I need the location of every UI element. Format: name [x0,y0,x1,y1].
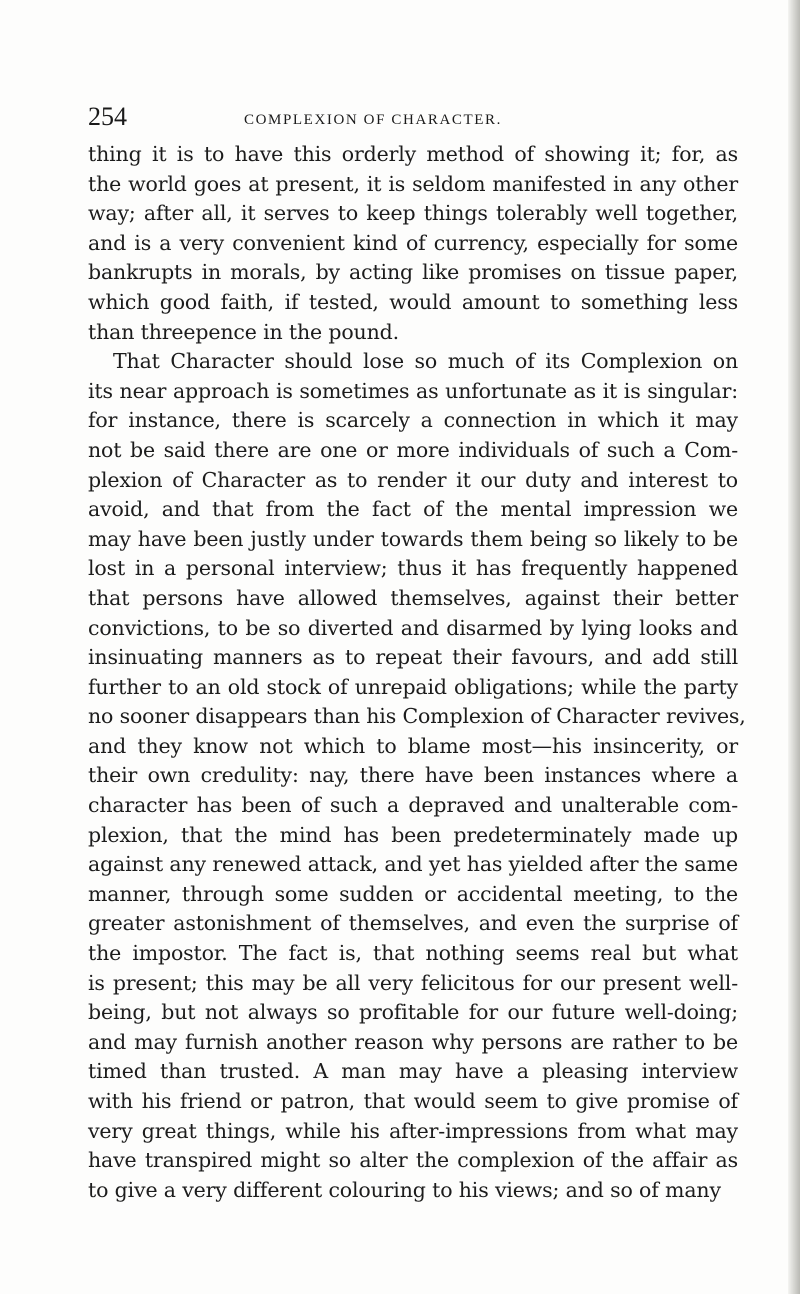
page-edge-shadow [788,0,800,1294]
text-line: which good faith, if tested, would amount to something less [88,289,738,314]
text-line: greater astonishment of themselves, and even the surprise of [88,911,738,936]
text-line: is present; this may be all very felicitous for our present well- [88,970,738,995]
text-line: avoid, and that from the fact of the mental impression we [88,497,738,522]
text-line: not be said there are one or more individuals of such a Com- [88,437,738,462]
text-line: thing it is to have this orderly method of showing it; for, as [88,142,738,166]
text-line: very great things, while his after-impressions from what may [88,1118,738,1143]
text-line: plexion, that the mind has been predeterminately made up [88,822,738,847]
text-line: their own credulity: nay, there have been instances where a [88,763,738,788]
page-header [88,104,738,134]
text-line: the world goes at present, it is seldom manifested in any other [88,171,738,196]
paragraph-start-line: That Character should lose so much of its Complexion on [113,349,738,374]
text-line: with his friend or patron, that would seem to give promise of [88,1089,738,1113]
text-line: against any renewed attack, and yet has yielded after the same [88,852,738,877]
text-line: timed than trusted. A man may have a pleasing interview [88,1059,738,1084]
text-line: have transpired might so alter the complexion of the affair as [88,1148,738,1173]
text-line: lost in a personal interview; thus it has frequently happened [88,556,738,581]
text-line: no sooner disappears than his Complexion of Character revives, [88,704,746,729]
text-line: bankrupts in morals, by acting like promises on tissue paper, [88,260,738,285]
text-line: being, but not always so profitable for our future well-doing; [88,1000,738,1025]
text-line: the impostor. The fact is, that nothing seems real but what [88,941,738,966]
text-line: that persons have allowed themselves, against their better [88,585,738,610]
text-line: for instance, there is scarcely a connection in which it may [88,408,738,433]
text-line: further to an old stock of unrepaid obligations; while the party [88,674,738,699]
text-line: way; after all, it serves to keep things tolerably well together, [88,201,738,226]
text-line: and may furnish another reason why persons are rather to be [88,1029,738,1054]
text-line: its near approach is sometimes as unfortunate as it is singular: [88,378,738,403]
text-line: than threepence in the pound. [88,319,399,344]
text-line: and they know not which to blame most—his insincerity, or [88,733,738,758]
page-number: 254 [88,102,127,131]
text-line: character has been of such a depraved and unalterable com- [88,793,738,818]
body-text [88,140,746,1205]
text-line: convictions, to be so diverted and disarmed by lying looks and [88,615,738,640]
text-line: plexion of Character as to render it our duty and interest to [88,467,738,492]
text-line: manner, through some sudden or accidental meeting, to the [88,881,738,906]
running-title: COMPLEXION OF CHARACTER. [244,112,503,128]
text-line: insinuating manners as to repeat their favours, and add still [88,645,738,670]
text-line: to give a very different colouring to his views; and so of many [88,1177,721,1202]
text-line: and is a very convenient kind of currency, especially for some [88,230,738,255]
text-line: may have been justly under towards them being so likely to be [88,526,738,551]
